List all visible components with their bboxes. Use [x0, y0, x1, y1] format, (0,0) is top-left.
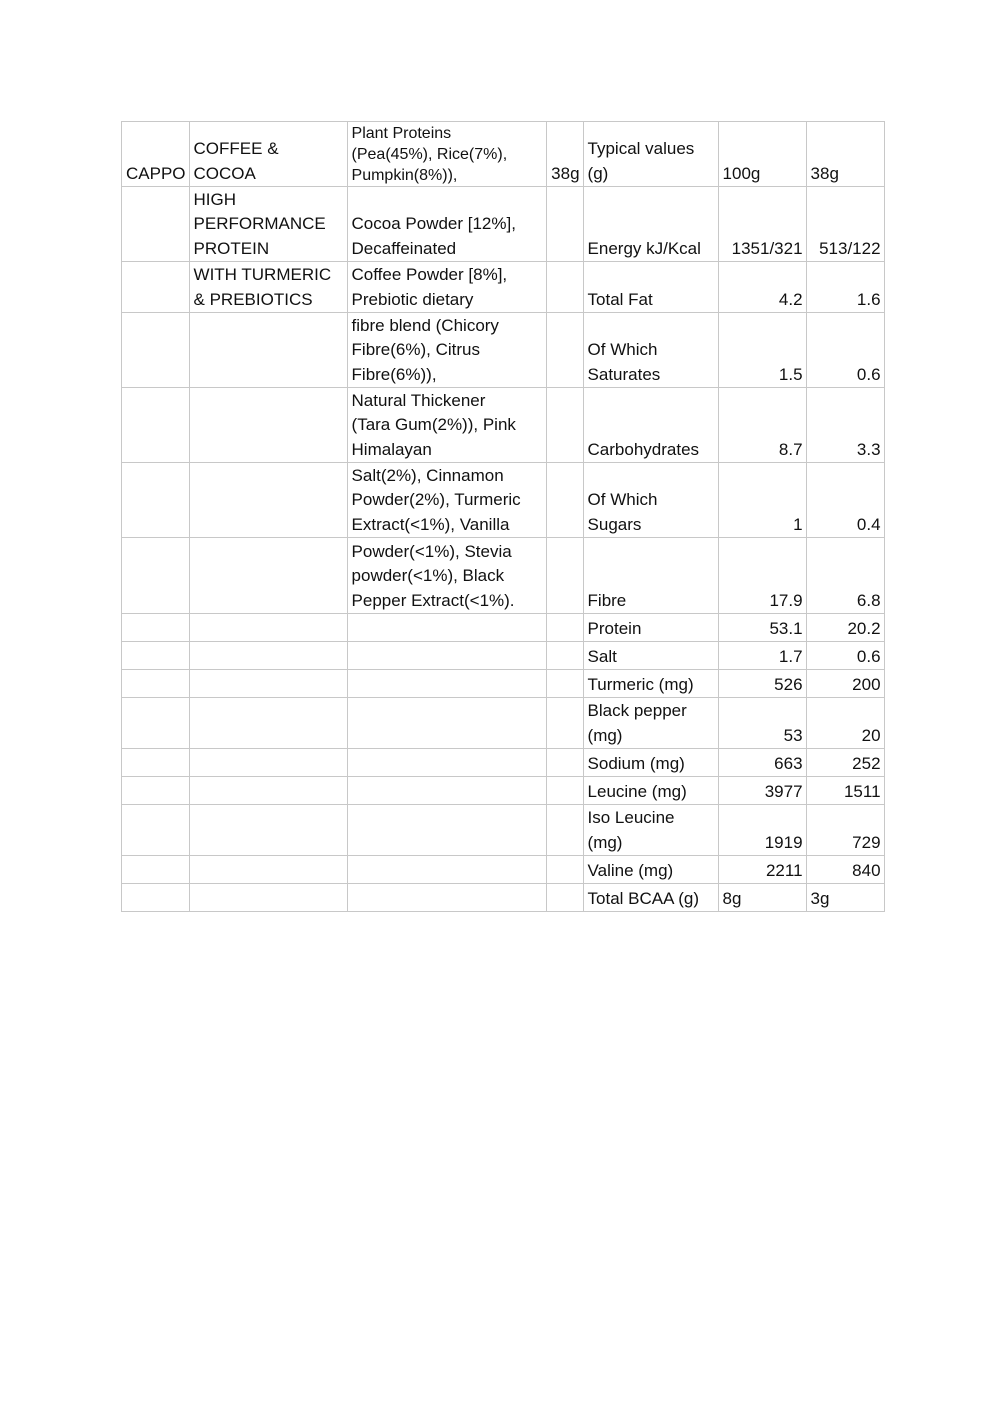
- nutrient-cell: Turmeric (mg): [583, 670, 718, 698]
- table-row: [122, 698, 885, 749]
- table-row: [122, 187, 885, 262]
- table-row: [122, 642, 885, 670]
- nutrient-cell: Energy kJ/Kcal: [583, 187, 718, 262]
- per-100g-cell: 53: [718, 698, 806, 749]
- table-row: [122, 538, 885, 614]
- ingredients-cell: [347, 856, 546, 884]
- per-serving-cell: 200: [806, 670, 884, 698]
- per-100g-cell: 8g: [718, 884, 806, 912]
- per-serving-cell: 252: [806, 749, 884, 777]
- product-cell: [189, 856, 347, 884]
- ingredients-cell: Plant Proteins (Pea(45%), Rice(7%), Pumpkin(8%)),: [347, 122, 546, 187]
- nutrient-header-cell: Typical values (g): [583, 122, 718, 187]
- per-serving-cell: 0.6: [806, 313, 884, 388]
- nutrient-cell: Valine (mg): [583, 856, 718, 884]
- product-cell: [189, 388, 347, 463]
- per-serving-cell: 20.2: [806, 614, 884, 642]
- per-100g-cell: 3977: [718, 777, 806, 805]
- ingredients-cell: Powder(<1%), Stevia powder(<1%), Black Pepper Extract(<1%).: [347, 538, 546, 614]
- ingredients-cell: Coffee Powder [8%], Prebiotic dietary: [347, 262, 546, 313]
- serving-size-cell: 38g: [546, 122, 583, 187]
- flavour-cell: COFFEE & COCOA: [189, 122, 347, 187]
- per-100g-cell: 1.7: [718, 642, 806, 670]
- ingredients-cell: [347, 614, 546, 642]
- table-row: [122, 262, 885, 313]
- nutrient-cell: Protein: [583, 614, 718, 642]
- product-cell: [189, 313, 347, 388]
- ingredients-cell: Cocoa Powder [12%], Decaffeinated: [347, 187, 546, 262]
- per-serving-cell: 729: [806, 805, 884, 856]
- table-row: [122, 614, 885, 642]
- per-serving-cell: 513/122: [806, 187, 884, 262]
- nutrient-cell: Leucine (mg): [583, 777, 718, 805]
- per-100g-cell: 17.9: [718, 538, 806, 614]
- product-cell: [189, 698, 347, 749]
- nutrient-cell: Total Fat: [583, 262, 718, 313]
- per-serving-cell: 1.6: [806, 262, 884, 313]
- per-serving-cell: 0.6: [806, 642, 884, 670]
- product-cell: [189, 463, 347, 538]
- per-serving-cell: 20: [806, 698, 884, 749]
- ingredients-cell: [347, 805, 546, 856]
- per-100g-cell: 8.7: [718, 388, 806, 463]
- table-row: [122, 463, 885, 538]
- product-cell: [189, 884, 347, 912]
- nutrient-cell: Fibre: [583, 538, 718, 614]
- product-cell: [189, 777, 347, 805]
- per-100g-cell: 1919: [718, 805, 806, 856]
- nutrient-cell: Black pepper (mg): [583, 698, 718, 749]
- table-row: [122, 805, 885, 856]
- ingredients-cell: [347, 749, 546, 777]
- per-100g-cell: 53.1: [718, 614, 806, 642]
- nutrient-cell: Sodium (mg): [583, 749, 718, 777]
- per-serving-cell: 0.4: [806, 463, 884, 538]
- table-row: [122, 856, 885, 884]
- nutrient-cell: Of Which Sugars: [583, 463, 718, 538]
- table-header-row: [122, 122, 885, 187]
- product-cell: HIGH PERFORMANCE PROTEIN: [189, 187, 347, 262]
- ingredients-cell: fibre blend (Chicory Fibre(6%), Citrus Fibre(6%)),: [347, 313, 546, 388]
- per-100g-header-cell: 100g: [718, 122, 806, 187]
- table-row: [122, 777, 885, 805]
- per-serving-cell: 3.3: [806, 388, 884, 463]
- ingredients-cell: [347, 670, 546, 698]
- per-100g-cell: 663: [718, 749, 806, 777]
- product-cell: [189, 538, 347, 614]
- table-row: [122, 749, 885, 777]
- table-row: [122, 884, 885, 912]
- per-serving-cell: 1511: [806, 777, 884, 805]
- nutrient-cell: Of Which Saturates: [583, 313, 718, 388]
- ingredients-cell: [347, 698, 546, 749]
- nutrient-cell: Total BCAA (g): [583, 884, 718, 912]
- per-serving-header-cell: 38g: [806, 122, 884, 187]
- ingredients-cell: Natural Thickener (Tara Gum(2%)), Pink Himalayan: [347, 388, 546, 463]
- per-100g-cell: 1: [718, 463, 806, 538]
- nutrient-cell: Iso Leucine (mg): [583, 805, 718, 856]
- brand-cell: CAPPO: [122, 122, 190, 187]
- per-100g-cell: 2211: [718, 856, 806, 884]
- product-cell: [189, 805, 347, 856]
- table-row: [122, 670, 885, 698]
- product-cell: [189, 642, 347, 670]
- table-row: [122, 388, 885, 463]
- per-100g-cell: 1351/321: [718, 187, 806, 262]
- ingredients-cell: [347, 777, 546, 805]
- product-cell: [189, 749, 347, 777]
- per-serving-cell: 840: [806, 856, 884, 884]
- product-cell: WITH TURMERIC & PREBIOTICS: [189, 262, 347, 313]
- product-cell: [189, 614, 347, 642]
- per-100g-cell: 526: [718, 670, 806, 698]
- product-cell: [189, 670, 347, 698]
- ingredients-cell: [347, 884, 546, 912]
- nutrient-cell: Salt: [583, 642, 718, 670]
- per-100g-cell: 4.2: [718, 262, 806, 313]
- per-100g-cell: 1.5: [718, 313, 806, 388]
- nutrient-cell: Carbohydrates: [583, 388, 718, 463]
- ingredients-cell: [347, 642, 546, 670]
- nutrition-table: [121, 121, 885, 912]
- per-serving-cell: 6.8: [806, 538, 884, 614]
- per-serving-cell: 3g: [806, 884, 884, 912]
- table-row: [122, 313, 885, 388]
- ingredients-cell: Salt(2%), Cinnamon Powder(2%), Turmeric Extract(<1%), Vanilla: [347, 463, 546, 538]
